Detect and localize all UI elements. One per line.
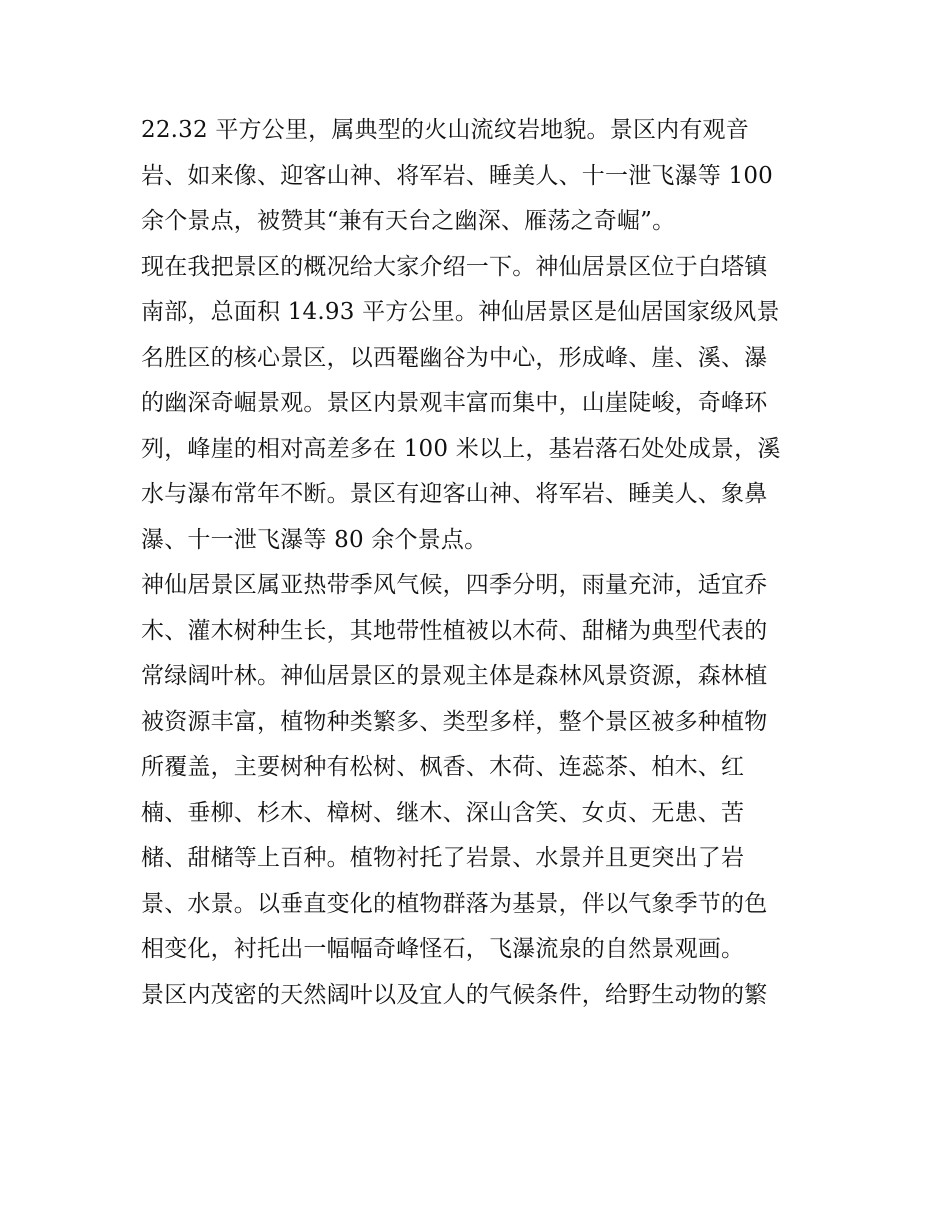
text-line: 名胜区的核心景区，以西罨幽谷为中心，形成峰、崖、溪、瀑 <box>141 344 768 371</box>
text-line: 常绿阔叶林。神仙居景区的景观主体是森林风景资源，森林植 <box>141 663 768 689</box>
text-line: 的幽深奇崛景观。景区内景观丰富而集中，山崖陡峻，奇峰环 <box>141 390 768 416</box>
text-line: 神仙居景区属亚热带季风气候，四季分明，雨量充沛，适宜乔 <box>141 572 768 598</box>
text-line: 槠、甜槠等上百种。植物衬托了岩景、水景并且更突出了岩 <box>141 845 745 871</box>
body-text <box>141 108 831 1018</box>
text-line: 木、灌木树种生长，其地带性植被以木荷、甜槠为典型代表的 <box>141 617 768 644</box>
text-line: 楠、垂柳、杉木、樟树、继木、深山含笑、女贞、无患、苦 <box>141 799 745 826</box>
text-line: 22.32 平方公里，属典型的火山流纹岩地貌。景区内有观音 <box>141 117 749 143</box>
text-line: 列，峰崖的相对高差多在 100 米以上，基岩落石处处成景，溪 <box>141 435 781 462</box>
text-line: 南部，总面积 14.93 平方公里。神仙居景区是仙居国家级风景 <box>141 299 780 325</box>
text-line: 余个景点，被赞其“兼有天台之幽深、雁荡之奇崛”。 <box>141 208 676 234</box>
text-line: 岩、如来像、迎客山神、将军岩、睡美人、十一泄飞瀑等 100 <box>141 162 774 189</box>
text-line: 水与瀑布常年不断。景区有迎客山神、将军岩、睡美人、象鼻 <box>141 481 768 507</box>
text-line: 现在我把景区的概况给大家介绍一下。神仙居景区位于白塔镇 <box>141 253 768 280</box>
text-line: 被资源丰富，植物种类繁多、类型多样，整个景区被多种植物 <box>141 708 768 735</box>
text-line: 景区内茂密的天然阔叶以及宜人的气候条件，给野生动物的繁 <box>141 981 768 1008</box>
text-line: 相变化，衬托出一幅幅奇峰怪石，飞瀑流泉的自然景观画。 <box>141 936 745 962</box>
text-line: 景、水景。以垂直变化的植物群落为基景，伴以气象季节的色 <box>141 890 768 917</box>
text-line: 瀑、十一泄飞瀑等 80 余个景点。 <box>141 526 488 553</box>
text-line: 所覆盖，主要树种有松树、枫香、木荷、连蕊茶、柏木、红 <box>141 754 745 780</box>
